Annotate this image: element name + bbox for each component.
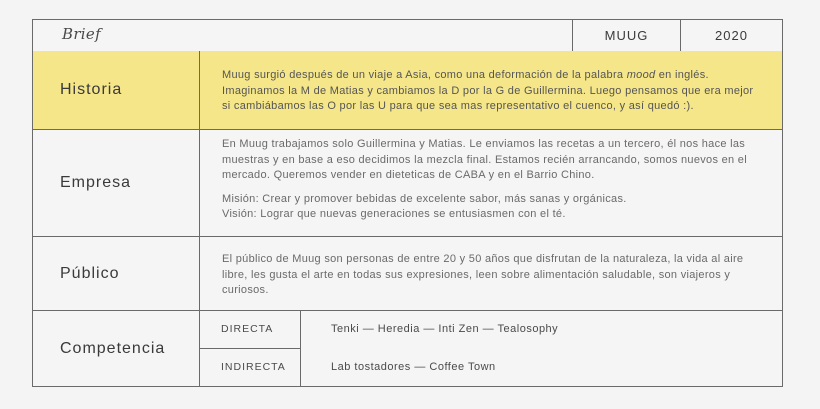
brand-cell: MUUG xyxy=(572,20,680,51)
directa-label: DIRECTA xyxy=(200,311,301,348)
brief-title: Brief xyxy=(62,25,101,43)
historia-text-italic: mood xyxy=(626,69,656,81)
brief-header xyxy=(33,20,782,52)
empresa-label: Empresa xyxy=(33,130,200,236)
directa-value: Tenki — Heredia — Inti Zen — Tealosophy xyxy=(331,323,559,335)
row-empresa xyxy=(33,130,782,237)
historia-text xyxy=(222,68,764,115)
historia-text-start: Muug surgió después de un viaje a Asia, como una deformación de la palabra xyxy=(222,69,627,81)
historia-text-end: en inglés. Imaginamos la M de Matias y cambiamos la D por la G de Guillermina. Luego pensamos que era mejor si cambiábamos las O por las U para que sea mas representativo el cuenco, y así quedó :). xyxy=(222,69,754,112)
empresa-mision: Misión: Crear y promover bebidas de excelente sabor, más sanas y orgánicas. xyxy=(222,192,627,205)
year-cell: 2020 xyxy=(680,20,782,51)
indirecta-value: Lab tostadores — Coffee Town xyxy=(331,361,496,373)
brief-sheet xyxy=(32,19,783,387)
empresa-vision: Visión: Lograr que nuevas generaciones se entusiasmen con el té. xyxy=(222,208,566,220)
row-competencia xyxy=(33,311,782,386)
historia-label: Historia xyxy=(33,51,200,129)
indirecta-label: INDIRECTA xyxy=(200,349,301,386)
publico-text: El público de Muug son personas de entre 20 y 50 años que disfrutan de la naturaleza, la vida al aire libre, les gusta el arte en todas sus expresiones, leen sobre alimentación saludable, son viajeros y curiosos. xyxy=(222,253,744,296)
empresa-paragraph: En Muug trabajamos solo Guillermina y Matias. Le enviamos las recetas a un tercero, él nos hace las muestras y en base a eso decidimos la mezcla final. Estamos recién arrancando, somos nuevos en el mercado. Queremos vender en dieteticas de CABA y en el Barrio Chino. xyxy=(222,138,747,181)
publico-label: Público xyxy=(33,237,200,310)
empresa-text xyxy=(222,137,764,223)
competencia-label: Competencia xyxy=(33,311,200,386)
row-historia xyxy=(33,51,782,130)
row-publico xyxy=(33,237,782,311)
